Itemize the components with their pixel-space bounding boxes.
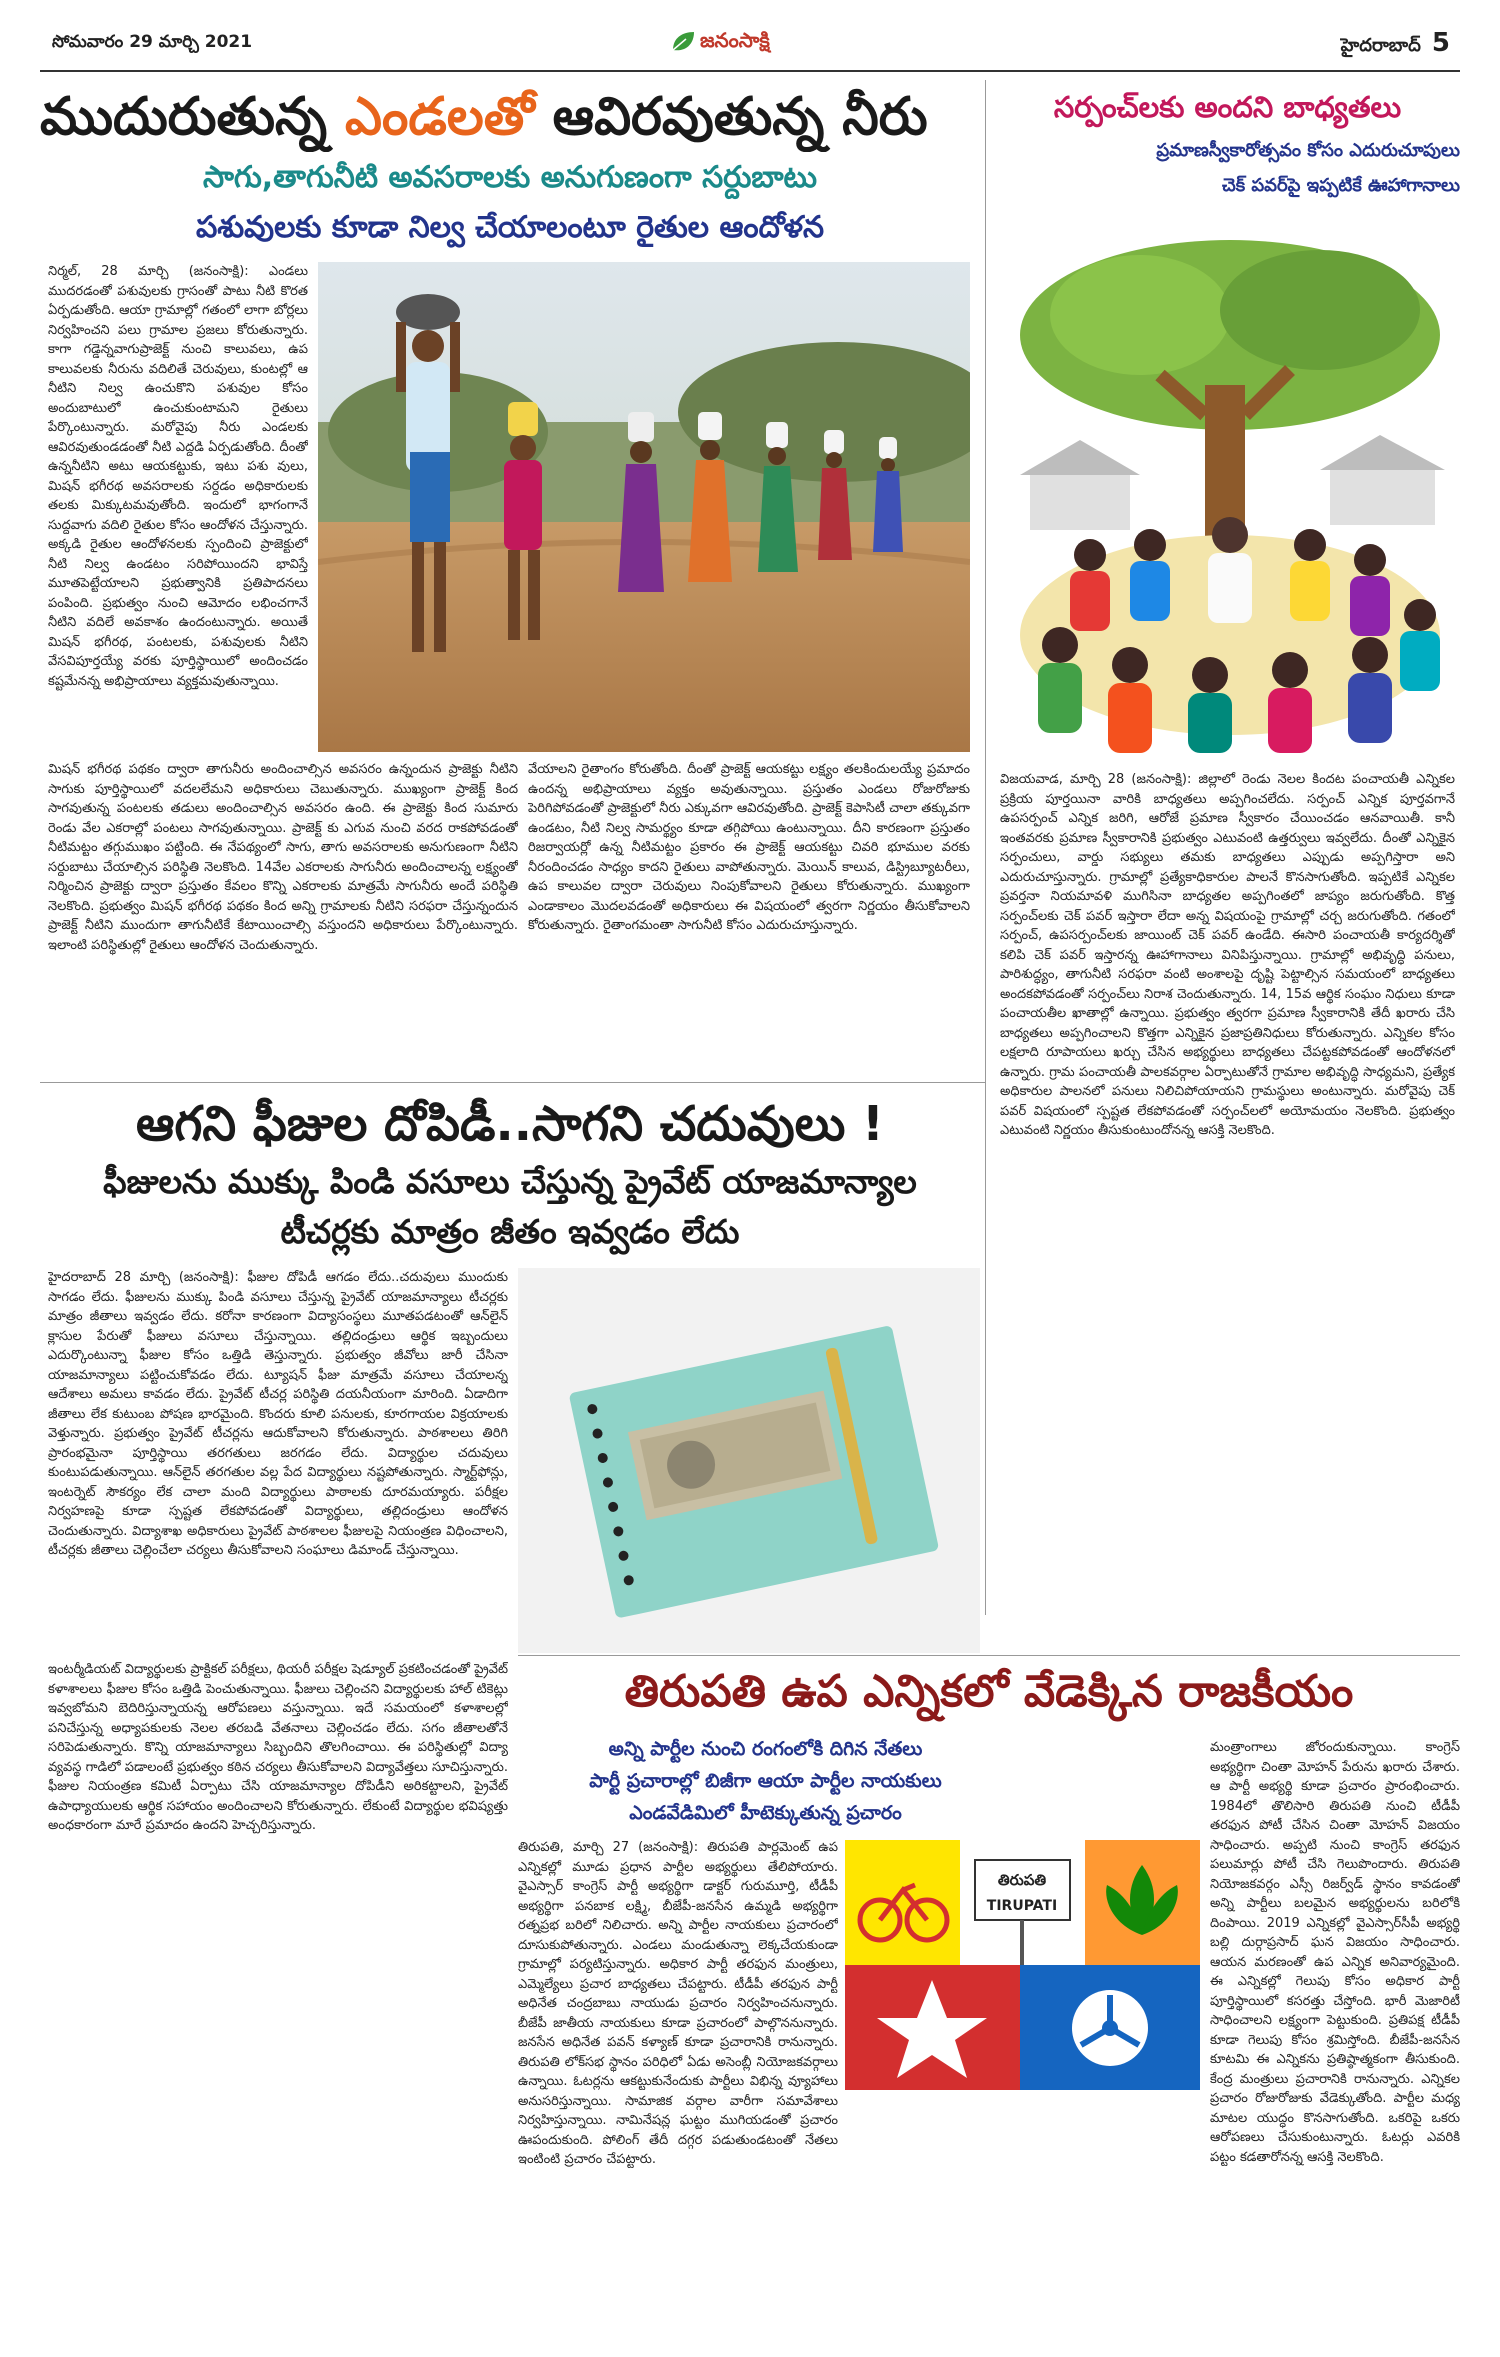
article1-bottom-rule: [40, 1082, 985, 1083]
article1-headline: [40, 82, 980, 152]
article4-party-collage: [845, 1840, 1200, 2090]
article1-headline-highlight: ఎండలతో: [345, 87, 535, 147]
article1-subhead1: సాగు,తాగునీటి అవసరాలకు అనుగుణంగా సర్దుబాటు: [202, 160, 818, 195]
masthead-title: జనంసాక్షి: [700, 28, 770, 52]
article4-headline: తిరుపతి ఉప ఎన్నికలో వేడెక్కిన రాజకీయం: [624, 1666, 1354, 1717]
header-rule: [40, 70, 1460, 72]
money-notebook-illustration: [518, 1268, 980, 1653]
column-rule-right: [985, 80, 986, 1615]
article4-top-rule: [518, 1655, 1460, 1656]
article2-subhead2: చెక్ పవర్‌పై ఇప్పటికే ఊహాగానాలు: [1222, 175, 1460, 196]
party-symbols-illustration: [845, 1840, 1200, 2090]
article2-illustration: [1000, 215, 1455, 760]
article3-photo: [518, 1268, 980, 1653]
page-number: 5: [1431, 28, 1450, 58]
village-meeting-illustration: [1000, 215, 1455, 760]
article1-right-text: వేయాలని రైతాంగం కోరుతోంది. దీంతో ప్రాజెక్ట్ ఆయకట్టు లక్ష్యం తలకిందులయ్యే ప్రమాదం ఉందన్న అభిప్రాయాలు వ్యక్తం అవుతున్నాయి. ప్రస్తుతం ఎండలు రోజురోజుకు పెరిగిపోవడంతో ప్రాజెక్టులో నీరు ఎక్కువగా ఆవిరవుతోంది. ప్రాజెక్ట్ కెపాసిటీ చాలా తక్కువగా ఉండటం, నీటి నిల్వ సామర్థ్యం కూడా తగ్గిపోయి ఉంటున్నాయి. దీని కారణంగా ప్రస్తుతం రిజర్వాయర్లో ఉన్న నీటిమట్టం ప్రకారం ఈ ప్రాజెక్ట్ ఆయకట్టు చివరి భూముల వరకు నీరందించడం సాధ్యం కాదని రైతులు వాపోతున్నారు. మెయిన్ కాలువ, డిస్ట్రిబ్యూటరీలు, ఉప కాలువల ద్వారా చెరువులు నింపుకోవాలని రైతులు కోరుతున్నారు. ముఖ్యంగా ఎండాకాలం మొదలవడంతో అధికారులు ఈ విషయంలో త్వరగా నిర్ణయం తీసుకోవాలని కోరుతున్నారు. రైతాంగమంతా సాగునీటి కోసం ఎదురుచూస్తున్నారు.: [528, 762, 970, 933]
article4-text-right-top: మంత్రాంగాలు జోరందుకున్నాయి. కాంగ్రెస్ అభ్యర్థిగా చింతా మోహన్ పేరును ఖరారు చేశారు. ఆ పార్టీ అభ్యర్థి కూడా ప్రచారం ప్రారంభించారు. 1984లో తొలిసారి తిరుపతి నుంచి టీడీపీ తరఫున పోటీ చేసిన చింతా మోహన్ విజయం సాధించారు. అప్పటి నుంచి కాంగ్రెస్ తరఫున పలుమార్లు పోటీ చేసి గెలుపొందారు. తిరుపతి నియోజకవర్గం ఎస్సీ రిజర్వ్‌డ్ స్థానం కావడంతో అన్ని పార్టీలు బలమైన అభ్యర్థులను బరిలోకి దింపాయి. 2019 ఎన్నికల్లో వైఎస్సార్‌సీపీ అభ్యర్థి బల్లి దుర్గాప్రసాద్ ఘన విజయం సాధించారు. ఆయన మరణంతో ఉప ఎన్నిక అనివార్యమైంది. ఈ ఎన్నికల్లో గెలుపు కోసం అధికార పార్టీ పూర్తిస్థాయిలో కసరత్తు చేస్తోంది. భారీ మెజారిటీ సాధించాలని లక్ష్యంగా పెట్టుకుంది. ప్రతిపక్ష టీడీపీ కూడా గెలుపు కోసం శ్రమిస్తోంది. బీజేపీ-జనసేన కూటమి ఈ ఎన్నికను ప్రతిష్ఠాత్మకంగా తీసుకుంది. కేంద్ర మంత్రులు ప్రచారానికి రానున్నారు. ఎన్నికల ప్రచారం రోజురోజుకు వేడెక్కుతోంది. పార్టీల మధ్య మాటల యుద్ధం కొనసాగుతోంది. ఒకరిపై ఒకరు ఆరోపణలు చేసుకుంటున్నారు. ఓటర్లు ఎవరికి పట్టం కడతారోనన్న ఆసక్తి నెలకొంది.: [1210, 1740, 1460, 2165]
article3-text-bottom: ఇంటర్మీడియట్ విద్యార్థులకు ప్రాక్టికల్ పరీక్షలు, థియరీ పరీక్షల షెడ్యూల్ ప్రకటించడంతో ప్రైవేట్ కళాశాలలు ఫీజుల కోసం ఒత్తిడి పెంచుతున్నాయి. ఫీజులు చెల్లించని విద్యార్థులకు హాల్ టికెట్లు ఇవ్వబోమని బెదిరిస్తున్నాయన్న ఆరోపణలు వస్తున్నాయి. ఇదే సమయంలో కళాశాలల్లో పనిచేస్తున్న అధ్యాపకులకు నెలల తరబడి వేతనాలు చెల్లించడం లేదు. సగం జీతాలతోనే సరిపెడుతున్నారు. కొన్ని యాజమాన్యాలు సిబ్బందిని తొలగించాయి. ఈ పరిస్థితుల్లో విద్యా వ్యవస్థ గాడిలో పడాలంటే ప్రభుత్వం కఠిన చర్యలు తీసుకోవాలని విద్యావేత్తలు సూచిస్తున్నారు. ఫీజుల నియంత్రణ కమిటీ ఏర్పాటు చేసి యాజమాన్యాల దోపిడీని అరికట్టాలని, ప్రైవేట్ ఉపాధ్యాయులకు ఆర్థిక సహాయం అందించాలని కోరుతున్నారు. లేకుంటే విద్యార్థుల భవిష్యత్తు అంధకారంగా మారే ప్రమాదం ఉందని హెచ్చరిస్తున్నారు.: [48, 1662, 508, 1833]
article4-subhead2: పార్టీ ప్రచారాల్లో బిజీగా ఆయా పార్టీల నాయకులు: [589, 1770, 942, 1792]
masthead-leaf-icon: [670, 30, 696, 54]
article3-headline: ఆగని ఫీజుల దోపిడీ..సాగని చదువులు !: [136, 1096, 884, 1152]
tirupati-sign-telugu: తిరుపతి: [997, 1871, 1047, 1889]
water-carriers-illustration: [318, 262, 970, 752]
tirupati-sign-english: TIRUPATI: [986, 1898, 1058, 1914]
article3-subhead2: టీచర్లకు మాత్రం జీతం ఇవ్వడం లేదు: [280, 1212, 740, 1251]
header-date: సోమవారం 29 మార్చి 2021: [52, 32, 253, 52]
article1-bottom-text: మిషన్ భగీరథ పథకం ద్వారా తాగునీరు అందించాల్సిన అవసరం ఉన్నందున ప్రాజెక్టు నీటిని సాగుకు పూర్తిస్థాయిలో వదలలేమని అధికారులు చెబుతున్నారు. ముఖ్యంగా ప్రాజెక్ట్ కింద సాగవుతున్న పంటలకు తడులు అందించాల్సిన అవసరం ఉంది. ఈ ప్రాజెక్టు కింద సుమారు రెండు వేల ఎకరాల్లో పంటలు సాగవుతున్నాయి. ప్రాజెక్ట్ కు ఎగువ నుంచి వరద రాకపోవడంతో నీటిమట్టం తగ్గుముఖం పట్టింది. ఈ నేపథ్యంలో సాగు, తాగు అవసరాలకు అనుగుణంగా నీటిని సర్దుబాటు చేయాల్సిన పరిస్థితి నెలకొంది. 14వేల ఎకరాలకు సాగునీరు అందించాలన్న లక్ష్యంతో నిర్మించిన ప్రాజెక్టు ద్వారా ప్రస్తుతం కేవలం కొన్ని ఎకరాలకు మాత్రమే సాగునీరు అందే పరిస్థితి నెలకొంది. ప్రభుత్వం మిషన్ భగీరథ పథకం కింద అన్ని గ్రామాలకు నీటిని సరఫరా చేస్తున్నందున ప్రాజెక్ట్ నీటిని ముందుగా తాగునీటికే కేటాయించాల్సి వస్తుందని అధికారులు పేర్కొంటున్నారు. ఇలాంటి పరిస్థితుల్లో రైతులు ఆందోళన చెందుతున్నారు.: [48, 762, 518, 953]
article4-text-mid: తిరుపతి, మార్చి 27 (జనంసాక్షి): తిరుపతి పార్లమెంట్ ఉప ఎన్నికల్లో మూడు ప్రధాన పార్టీల అభ్యర్థులు తేలిపోయారు. వైఎస్సార్ కాంగ్రెస్ పార్టీ అభ్యర్థిగా డాక్టర్ గురుమూర్తి, టీడీపీ అభ్యర్థిగా పనబాక లక్ష్మి, బీజేపీ-జనసేన ఉమ్మడి అభ్యర్థిగా రత్నప్రభ బరిలో నిలిచారు. అన్ని పార్టీల నాయకులు ప్రచారంలో దూసుకుపోతున్నారు. ఎండలు మండుతున్నా లెక్కచేయకుండా గ్రామాల్లో పర్యటిస్తున్నారు. అధికార పార్టీ తరఫున మంత్రులు, ఎమ్మెల్యేలు ప్రచార బాధ్యతలు చేపట్టారు. టీడీపీ తరఫున పార్టీ అధినేత చంద్రబాబు నాయుడు ప్రచారం నిర్వహించనున్నారు. బీజేపీ జాతీయ నాయకులు కూడా ప్రచారంలో పాల్గొననున్నారు. జనసేన అధినేత పవన్ కళ్యాణ్ కూడా ప్రచారానికి రానున్నారు. తిరుపతి లోక్‌సభ స్థానం పరిధిలో ఏడు అసెంబ్లీ నియోజకవర్గాలు ఉన్నాయి. ఓటర్లను ఆకట్టుకునేందుకు పార్టీలు విభిన్న వ్యూహాలు అనుసరిస్తున్నాయి. సామాజిక వర్గాల వారీగా సమావేశాలు నిర్వహిస్తున్నాయి. నామినేషన్ల ఘట్టం ముగియడంతో ప్రచారం ఊపందుకుంది. పోలింగ్ తేదీ దగ్గర పడుతుండటంతో నేతలు ఇంటింటి ప్రచారం చేపట్టారు.: [518, 1840, 838, 2167]
article1-subhead2: పశువులకు కూడా నిల్వ చేయాలంటూ రైతుల ఆందోళన: [195, 210, 825, 245]
article1-headline-part2: ఆవిరవుతున్న నీరు: [534, 87, 928, 147]
article1-headline-part1: ముదురుతున్న: [40, 87, 346, 147]
header-city-name: హైదరాబాద్: [1340, 35, 1421, 56]
article4-subhead1: అన్ని పార్టీల నుంచి రంగంలోకి దిగిన నేతలు: [608, 1738, 923, 1760]
article4-subhead3: ఎండవేడిమిలో హీటెక్కుతున్న ప్రచారం: [629, 1802, 902, 1824]
article2-text: విజయవాడ, మార్చి 28 (జనంసాక్షి): జిల్లాలో రెండు నెలల కిందట పంచాయతీ ఎన్నికల ప్రక్రియ పూర్తయినా వారికి బాధ్యతలు అప్పగించలేదు. సర్పంచ్ ఎన్నిక పూర్తవగానే ఉపసర్పంచ్ ఎన్నిక జరిగి, ఆరోజే ప్రమాణ స్వీకారం చేయించడం ఆనవాయితీ. కానీ ఇంతవరకు ప్రమాణ స్వీకారానికి ప్రభుత్వం ఎటువంటి ఉత్తర్వులు ఇవ్వలేదు. దీంతో ఎన్నికైన సర్పంచులు, వార్డు సభ్యులు తమకు బాధ్యతలు ఎప్పుడు అప్పగిస్తారా అని ఎదురుచూస్తున్నారు. గ్రామాల్లో ప్రత్యేకాధికారుల పాలనే కొనసాగుతోంది. ఇప్పటికే ఎన్నికల ప్రవర్తనా నియమావళి ముగిసినా బాధ్యతల అప్పగింతలో జాప్యం జరుగుతోంది. కొత్త సర్పంచ్‌లకు చెక్ పవర్ ఇస్తారా లేదా అన్న విషయంపై గ్రామాల్లో చర్చ జరుగుతోంది. గతంలో సర్పంచ్, ఉపసర్పంచ్‌లకు జాయింట్ చెక్ పవర్ ఉండేది. ఈసారి పంచాయతీ కార్యదర్శితో కలిపి చెక్ పవర్ ఇస్తారన్న ఊహాగానాలు వినిపిస్తున్నాయి. గ్రామాల్లో అభివృద్ధి పనులు, పారిశుద్ధ్యం, తాగునీటి సరఫరా వంటి అంశాలపై దృష్టి పెట్టాల్సిన సమయంలో బాధ్యతలు అందకపోవడంతో సర్పంచ్‌లు నిరాశ చెందుతున్నారు. 14, 15వ ఆర్థిక సంఘం నిధులు కూడా పంచాయతీల ఖాతాల్లో ఉన్నాయి. ప్రభుత్వం త్వరగా ప్రమాణ స్వీకారానికి తేదీ ఖరారు చేసి బాధ్యతలు అప్పగించాలని కొత్తగా ఎన్నికైన ప్రజాప్రతినిధులు కోరుతున్నారు. ఎన్నికల కోసం లక్షలాది రూపాయలు ఖర్చు చేసిన అభ్యర్థులు బాధ్యతలు చేపట్టకపోవడంతో ఆందోళనలో ఉన్నారు. గ్రామ పంచాయతీ పాలకవర్గాల ఏర్పాటుతోనే గ్రామాల అభివృద్ధి సాధ్యమని, ప్రత్యేక అధికారుల పాలనలో పనులు నిలిచిపోయాయని గ్రామస్థులు అంటున్నారు. మరోవైపు చెక్ పవర్ విషయంలో స్పష్టత లేకపోవడంతో సర్పంచ్‌లలో అయోమయం నెలకొంది. ప్రభుత్వం ఎటువంటి నిర్ణయం తీసుకుంటుందోనన్న ఆసక్తి నెలకొంది.: [1000, 772, 1455, 1138]
masthead: [670, 28, 850, 58]
article1-col1-text: నిర్మల్, 28 మార్చి (జనంసాక్షి): ఎండలు ముదరడంతో పశువులకు గ్రాసంతో పాటు నీటి కొరత ఏర్పడుతోంది. ఆయా గ్రామాల్లో గతంలో లాగా బోర్లలు నిర్వహించని పలు గ్రామాల ప్రజలు కోరుతున్నారు. కాగా గడ్డెన్నవాగుప్రాజెక్ట్ నుంచి కాలువలు, ఉప కాలువలకు నీరును వదిలితే చెరువులు, కుంటల్లో ఆ నీటిని నిల్వ ఉంచుకొని పశువుల కోసం అందుబాటులో ఉంచుకుంటామని రైతులు పేర్కొంటున్నారు. మరోవైపు నీరు ఎండలకు ఆవిరవుతుండడంతో నీటి ఎద్దడి ఏర్పడుతోంది. దీంతో ఉన్ననీటిని అటు ఆయకట్టుకు, ఇటు పశు వులు, మిషన్ భగీరథ అవసరాలకు సర్దడం అధికారులకు తలకు మిక్కుటమవుతోంది. ఇందులో భాగంగానే సుద్దవాగు వదిలి రైతుల కోసం ఆందోళన చేస్తున్నారు. అక్కడి రైతుల ఆందోళనలకు స్పందించి ప్రాజెక్టులో నీటి నిల్వ ఉండటం సరిపోయిందని భావిస్తే మూతపెట్టేయాలని ప్రభుత్వానికి ప్రతిపాదనలు పంపింది. ప్రభుత్వం నుంచి ఆమోదం లభించగానే నీటిని వదిలే అవకాశం ఉందంటున్నారు. అయితే మిషన్ భగీరథ, పంటలకు, పశువులకు నీటిని వేసవిపూర్తయ్యే వరకు పూర్తిస్థాయిలో అందించడం కష్టమేనన్న అభిప్రాయాలు వ్యక్తమవుతున్నాయి.: [48, 264, 308, 689]
page-header: [40, 20, 1460, 70]
article3-subhead1: ఫీజులను ముక్కు పిండి వసూలు చేస్తున్న ప్రైవేట్ యాజమాన్యాల: [103, 1162, 917, 1201]
article2-headline: సర్పంచ్‌లకు అందని బాధ్యతలు: [1053, 90, 1402, 124]
article3-text-left: హైదరాబాద్ 28 మార్చి (జనంసాక్షి): ఫీజుల దోపిడీ ఆగడం లేదు..చదువులు ముందుకు సాగడం లేదు. ఫీజులను ముక్కు పిండి వసూలు చేస్తున్న ప్రైవేట్ యాజమాన్యాలు టీచర్లకు మాత్రం జీతాలు ఇవ్వడం లేదు. కరోనా కారణంగా విద్యాసంస్థలు మూతపడటంతో ఆన్‌లైన్ క్లాసుల పేరుతో ఫీజులు వసూలు చేస్తున్నాయి. తల్లిదండ్రులు ఆర్థిక ఇబ్బందులు ఎదుర్కొంటున్నా ఫీజుల కోసం ఒత్తిడి తెస్తున్నారు. ప్రభుత్వం జీవోలు జారీ చేసినా యాజమాన్యాలు పట్టించుకోవడం లేదు. ట్యూషన్ ఫీజు మాత్రమే వసూలు చేయాలన్న ఆదేశాలు అమలు కావడం లేదు. ప్రైవేట్ టీచర్ల పరిస్థితి దయనీయంగా మారింది. ఏడాదిగా జీతాలు లేక కుటుంబ పోషణ భారమైంది. కొందరు కూలి పనులకు, కూరగాయల విక్రయాలకు వెళ్తున్నారు. ప్రభుత్వం ప్రైవేట్ టీచర్లను ఆదుకోవాలని కోరుతున్నారు. పాఠశాలలు తిరిగి ప్రారంభమైనా పూర్తిస్థాయి తరగతులు జరగడం లేదు. విద్యార్థుల చదువులు కుంటుపడుతున్నాయి. ఆన్‌లైన్ తరగతుల వల్ల పేద విద్యార్థులు నష్టపోతున్నారు. స్మార్ట్‌ఫోన్లు, ఇంటర్నెట్ సౌకర్యం లేక చాలా మంది విద్యార్థులు పాఠాలకు దూరమయ్యారు. పరీక్షల నిర్వహణపై కూడా స్పష్టత లేకపోవడంతో విద్యార్థులు, తల్లిదండ్రులు ఆందోళన చెందుతున్నారు. విద్యాశాఖ అధికారులు ప్రైవేట్ పాఠశాలల ఫీజులపై నియంత్రణ విధించాలని, టీచర్లకు జీతాలు చెల్లించేలా చర్యలు తీసుకోవాలని సంఘాలు డిమాండ్ చేస్తున్నాయి.: [48, 1270, 508, 1558]
header-city: [1341, 28, 1450, 60]
article2-subhead1: ప్రమాణస్వీకారోత్సవం కోసం ఎదురుచూపులు: [1156, 140, 1460, 161]
article1-photo: [318, 262, 970, 752]
